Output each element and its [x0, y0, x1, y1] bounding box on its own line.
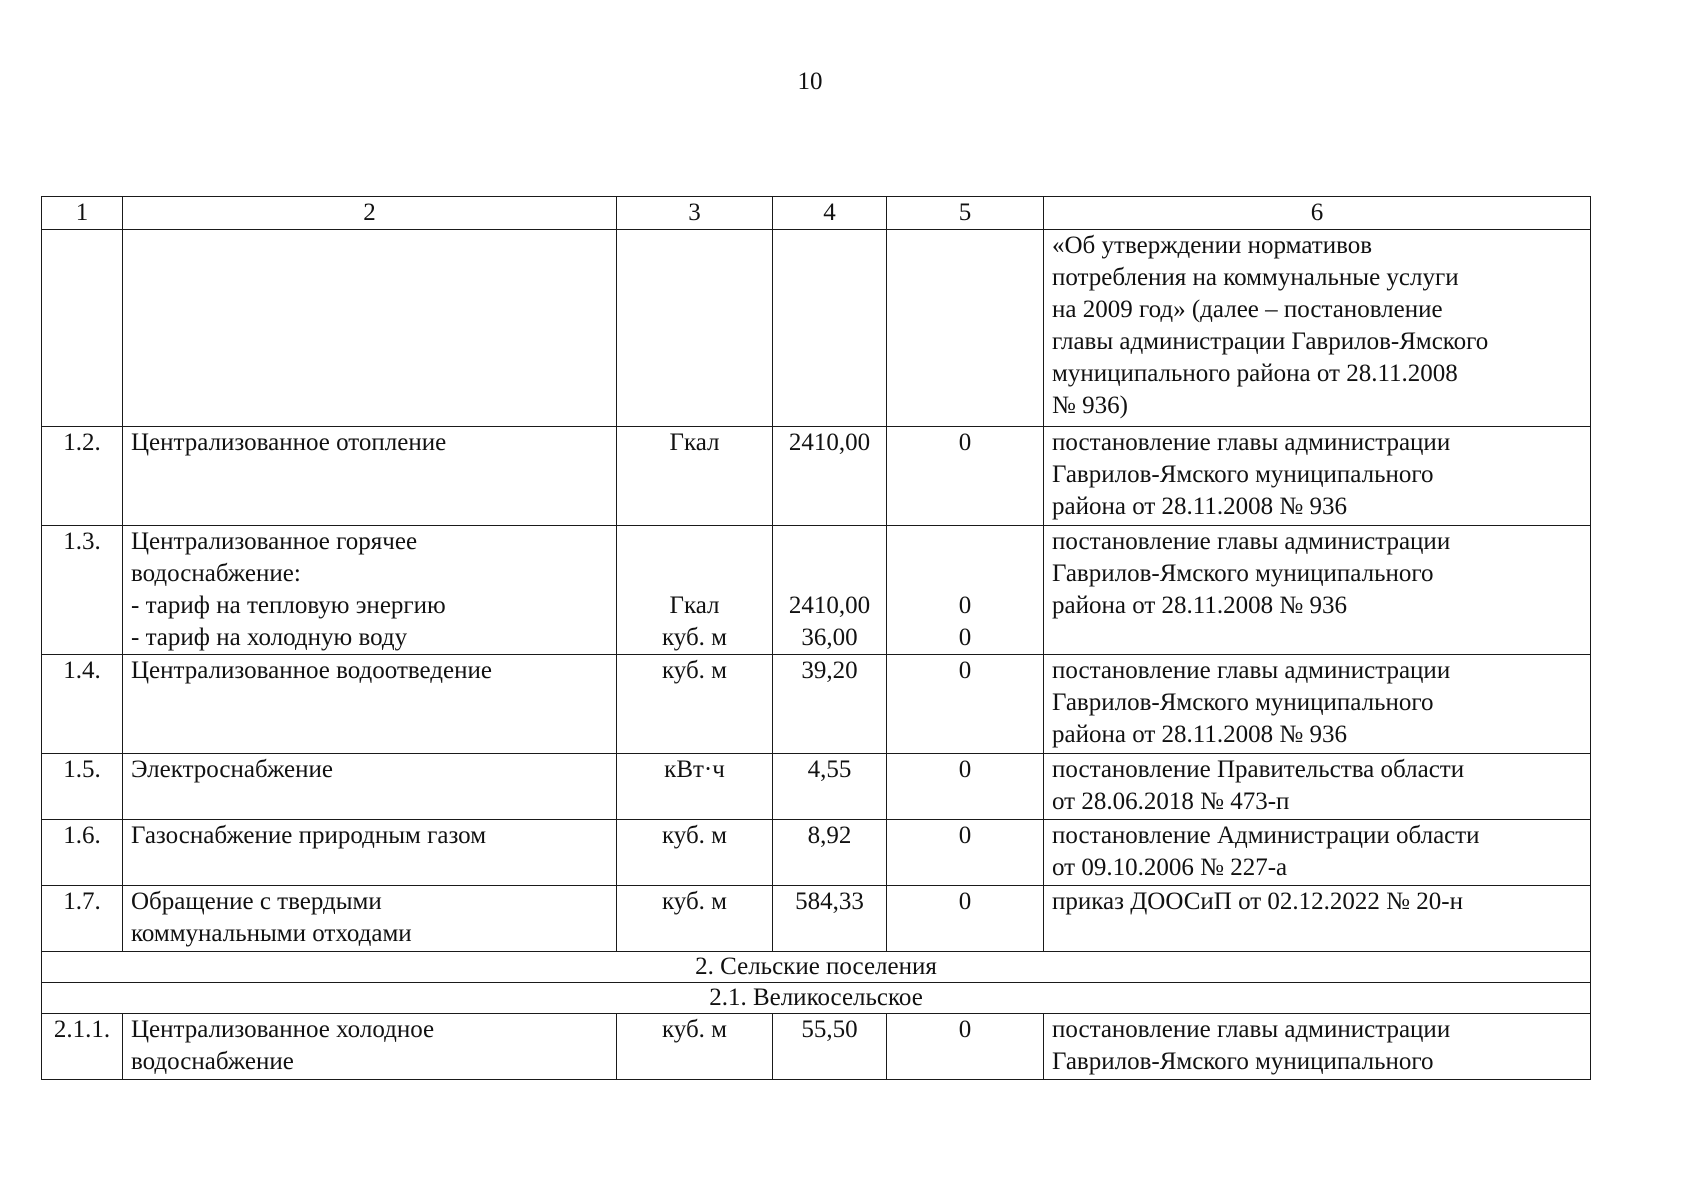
- cell-number: [42, 230, 123, 427]
- text-line: Обращение с твердыми: [131, 888, 382, 915]
- cell-value: [773, 754, 887, 820]
- cell-value: [773, 655, 887, 754]
- text-line: 584,33: [795, 888, 864, 915]
- cell-basis: [1044, 427, 1591, 526]
- cell-basis: [1044, 886, 1591, 952]
- tariff-table: [41, 196, 1591, 1080]
- text-line: 4,55: [807, 756, 852, 783]
- cell-value: [773, 526, 887, 655]
- text-line: № 936): [1052, 392, 1128, 419]
- text-line: 0: [958, 657, 972, 684]
- text-line: района от 28.11.2008 № 936: [1052, 721, 1347, 748]
- header-cell: 6: [1044, 197, 1591, 230]
- cell-unit: [617, 886, 773, 952]
- table-row: [42, 754, 1591, 820]
- cell-col5: [887, 754, 1044, 820]
- text-line: - тариф на холодную воду: [131, 624, 408, 651]
- text-line: от 28.06.2018 № 473-п: [1052, 788, 1290, 815]
- cell-basis: [1044, 1014, 1591, 1080]
- text-line: водоснабжение:: [131, 560, 301, 587]
- text-line: 0: [958, 1016, 972, 1043]
- text-line: 0: [958, 888, 972, 915]
- text-line: 0: [958, 822, 972, 849]
- text-line: района от 28.11.2008 № 936: [1052, 493, 1347, 520]
- text-line: постановление Правительства области: [1052, 756, 1465, 783]
- text-line: 0: [958, 624, 972, 651]
- cell-number: 1.2.: [42, 427, 123, 526]
- text-line: 0: [958, 756, 972, 783]
- text-line: постановление Администрации области: [1052, 822, 1480, 849]
- header-cell: 3: [617, 197, 773, 230]
- table-row: [42, 820, 1591, 886]
- text-line: Централизованное горячее: [131, 528, 418, 555]
- text-line: - тариф на тепловую энергию: [131, 592, 446, 619]
- text-line: Централизованное холодное: [131, 1016, 435, 1043]
- cell-number: 1.3.: [42, 526, 123, 655]
- cell-value: [773, 820, 887, 886]
- cell-basis: [1044, 230, 1591, 427]
- text-line: Газоснабжение природным газом: [131, 822, 487, 849]
- text-line: постановление главы администрации: [1052, 1016, 1451, 1043]
- text-line: Централизованное водоотведение: [131, 657, 492, 684]
- text-line: [781, 526, 878, 558]
- cell-number: 2.1.1.: [42, 1014, 123, 1080]
- text-line: куб. м: [661, 624, 727, 651]
- text-line: куб. м: [661, 657, 727, 684]
- text-line: водоснабжение: [131, 1048, 294, 1075]
- text-line: [895, 526, 1035, 558]
- text-line: 2410,00: [788, 429, 871, 456]
- cell-col5: [887, 655, 1044, 754]
- cell-name: [123, 886, 617, 952]
- cell-col5: [887, 1014, 1044, 1080]
- text-line: Гкал: [669, 592, 720, 619]
- cell-col5: [887, 230, 1044, 427]
- cell-col5: [887, 526, 1044, 655]
- subsection-row: [42, 983, 1591, 1014]
- cell-name: [123, 427, 617, 526]
- section-title: 2. Сельские поселения: [42, 952, 1591, 983]
- text-line: постановление главы администрации: [1052, 429, 1451, 456]
- table-row: [42, 1014, 1591, 1080]
- cell-name: [123, 820, 617, 886]
- text-line: на 2009 год» (далее – постановление: [1052, 296, 1443, 323]
- cell-basis: [1044, 655, 1591, 754]
- text-line: Гаврилов-Ямского муниципального: [1052, 461, 1434, 488]
- table-header-row: [42, 197, 1591, 230]
- text-line: 0: [958, 592, 972, 619]
- text-line: 55,50: [801, 1016, 858, 1043]
- text-line: 0: [958, 429, 972, 456]
- cell-basis: [1044, 526, 1591, 655]
- text-line: муниципального района от 28.11.2008: [1052, 360, 1458, 387]
- text-line: кВт·ч: [664, 756, 725, 783]
- text-line: от 09.10.2006 № 227-а: [1052, 854, 1288, 881]
- text-line: 39,20: [801, 657, 858, 684]
- text-line: [625, 558, 764, 590]
- text-line: Гаврилов-Ямского муниципального: [1052, 1048, 1434, 1075]
- text-line: постановление главы администрации: [1052, 657, 1451, 684]
- text-line: Гкал: [669, 429, 720, 456]
- text-line: района от 28.11.2008 № 936: [1052, 592, 1347, 619]
- cell-col5: [887, 820, 1044, 886]
- cell-basis: [1044, 754, 1591, 820]
- header-cell: 4: [773, 197, 887, 230]
- cell-unit: [617, 526, 773, 655]
- text-line: Гаврилов-Ямского муниципального: [1052, 689, 1434, 716]
- text-line: Централизованное отопление: [131, 429, 447, 456]
- text-line: куб. м: [661, 822, 727, 849]
- cell-basis: [1044, 820, 1591, 886]
- text-line: [895, 558, 1035, 590]
- cell-col5: [887, 427, 1044, 526]
- cell-unit: [617, 754, 773, 820]
- table-row: [42, 655, 1591, 754]
- cell-unit: [617, 655, 773, 754]
- table-row-continuation: [42, 230, 1591, 427]
- table-row: [42, 427, 1591, 526]
- cell-unit: [617, 230, 773, 427]
- cell-col5: [887, 886, 1044, 952]
- text-line: 2410,00: [788, 592, 871, 619]
- text-line: коммунальными отходами: [131, 920, 412, 947]
- header-cell: 1: [42, 197, 123, 230]
- section-row: [42, 952, 1591, 983]
- text-line: [781, 558, 878, 590]
- cell-number: 1.7.: [42, 886, 123, 952]
- text-line: Гаврилов-Ямского муниципального: [1052, 560, 1434, 587]
- cell-value: [773, 230, 887, 427]
- cell-number: 1.4.: [42, 655, 123, 754]
- subsection-title: 2.1. Великосельское: [42, 983, 1591, 1014]
- table-row: [42, 886, 1591, 952]
- cell-name: [123, 655, 617, 754]
- cell-number: 1.6.: [42, 820, 123, 886]
- cell-value: [773, 886, 887, 952]
- text-line: Электроснабжение: [131, 756, 333, 783]
- cell-value: [773, 1014, 887, 1080]
- cell-name: [123, 754, 617, 820]
- text-line: главы администрации Гаврилов-Ямского: [1052, 328, 1489, 355]
- text-line: 36,00: [801, 624, 858, 651]
- text-line: постановление главы администрации: [1052, 528, 1451, 555]
- text-line: куб. м: [661, 1016, 727, 1043]
- text-line: приказ ДООСиП от 02.12.2022 № 20-н: [1052, 888, 1463, 915]
- header-cell: 5: [887, 197, 1044, 230]
- text-line: куб. м: [661, 888, 727, 915]
- page-number: 10: [797, 68, 823, 95]
- text-line: [625, 526, 764, 558]
- text-line: потребления на коммунальные услуги: [1052, 264, 1459, 291]
- cell-unit: [617, 820, 773, 886]
- table-row: [42, 526, 1591, 655]
- cell-name: [123, 526, 617, 655]
- cell-number: 1.5.: [42, 754, 123, 820]
- cell-unit: [617, 427, 773, 526]
- text-line: «Об утверждении нормативов: [1052, 232, 1373, 259]
- cell-value: [773, 427, 887, 526]
- cell-name: [123, 1014, 617, 1080]
- header-cell: 2: [123, 197, 617, 230]
- cell-name: [123, 230, 617, 427]
- text-line: 8,92: [807, 822, 852, 849]
- cell-unit: [617, 1014, 773, 1080]
